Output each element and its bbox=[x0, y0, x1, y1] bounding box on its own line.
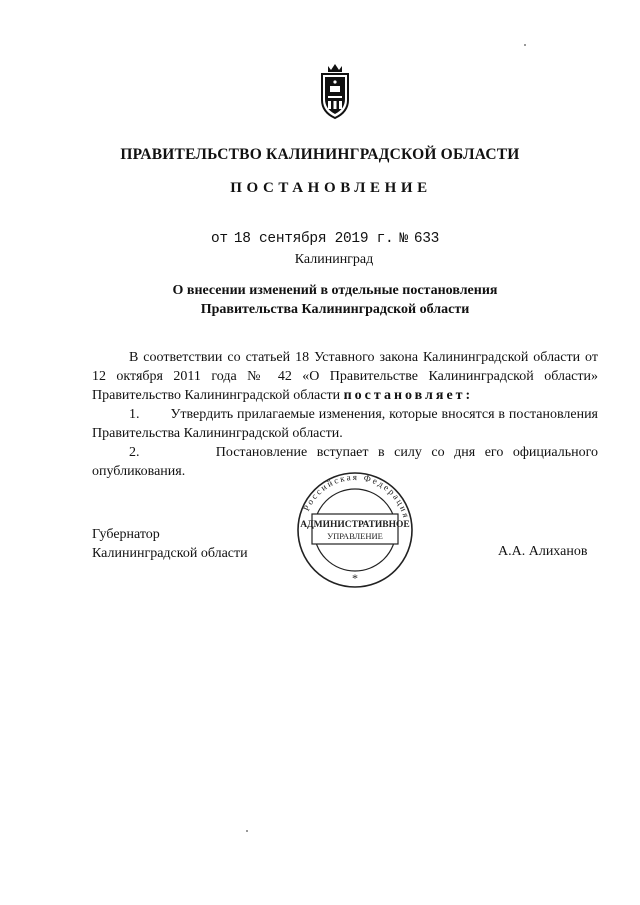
scan-speck bbox=[524, 44, 526, 46]
date-number-line bbox=[211, 231, 439, 247]
city: Калининград bbox=[294, 252, 374, 267]
item-2-number: 2. bbox=[129, 445, 140, 460]
item-1-text: Утвердить прилагаемые изменения, которые вносятся в постановления Правительства Калининградской области. bbox=[92, 407, 598, 441]
intro-paragraph bbox=[92, 348, 598, 405]
date-prefix: от bbox=[211, 231, 228, 247]
government-title: ПРАВИТЕЛЬСТВО КАЛИНИНГРАДСКОЙ ОБЛАСТИ bbox=[120, 146, 520, 163]
coat-of-arms-icon bbox=[316, 60, 354, 122]
signatory-name: А.А. Алиханов bbox=[498, 544, 588, 559]
item-2-text: Постановление вступает в силу со дня его официального опубликования. bbox=[92, 445, 598, 479]
decree-word: постановляет: bbox=[343, 388, 474, 403]
official-stamp bbox=[290, 470, 420, 590]
item-1 bbox=[92, 405, 598, 443]
scan-speck bbox=[246, 830, 248, 832]
document-type: ПОСТАНОВЛЕНИЕ bbox=[230, 180, 432, 196]
document-subject bbox=[0, 281, 640, 319]
number-sign: № bbox=[399, 231, 408, 247]
stamp-star: * bbox=[352, 571, 358, 585]
body-text bbox=[92, 348, 598, 481]
subject-line-2: Правительства Калининградской области bbox=[200, 302, 470, 317]
document-number: 633 bbox=[413, 231, 440, 247]
stamp-center-line-1: АДМИНИСТРАТИВНОЕ bbox=[300, 520, 410, 530]
document-date: 18 сентября 2019 г. bbox=[233, 231, 394, 247]
subject-line-1: О внесении изменений в отдельные постановления bbox=[172, 283, 498, 298]
intro-text: В соответствии со статьей 18 Уставного закона Калининградской области от 12 октября 2011 года № 42 «О Правительстве Калининградской области» Правительство Калининградской области bbox=[92, 350, 598, 403]
position-line-1: Губернатор bbox=[92, 527, 160, 542]
item-1-number: 1. bbox=[129, 407, 140, 422]
stamp-center-line-2: УПРАВЛЕНИЕ bbox=[327, 531, 383, 541]
position-line-2: Калининградской области bbox=[92, 546, 248, 561]
signatory-position bbox=[92, 525, 248, 563]
stamp-ring-text: Российская Федерация bbox=[301, 471, 412, 521]
